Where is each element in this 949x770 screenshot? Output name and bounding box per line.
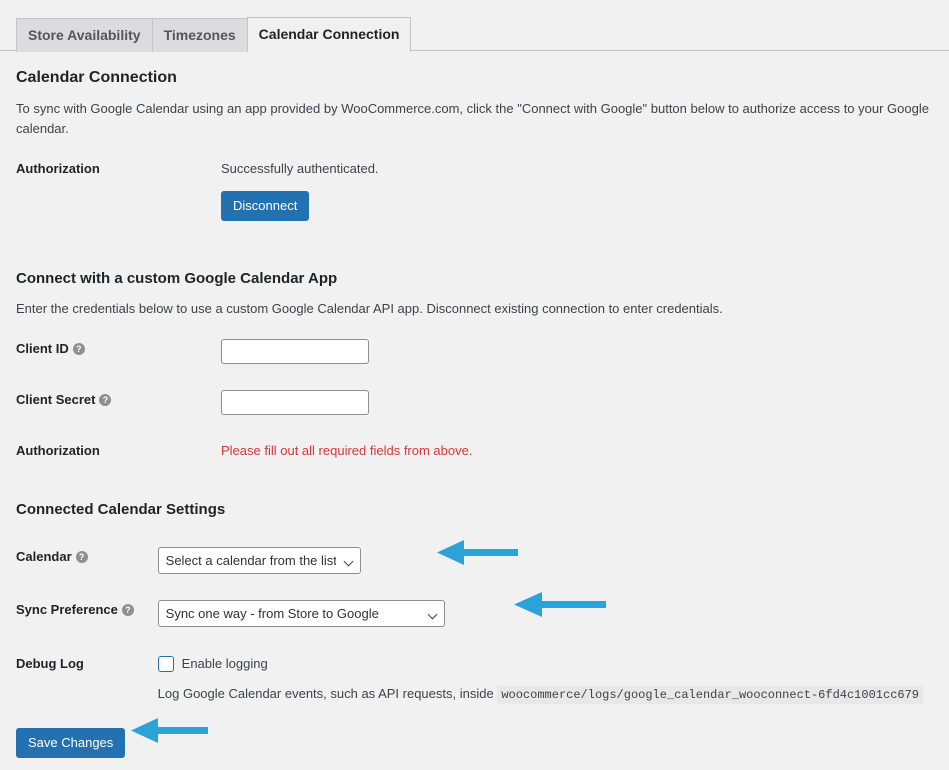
log-path-value: woocommerce/logs/google_calendar_wooconnect-6fd4c1001cc679 xyxy=(497,686,923,704)
log-path-line xyxy=(158,684,923,704)
tab-store-availability[interactable]: Store Availability xyxy=(16,18,153,52)
debug-log-cell xyxy=(158,640,933,710)
calendar-cell xyxy=(158,534,933,587)
tab-timezones[interactable]: Timezones xyxy=(152,18,248,52)
client-id-input[interactable] xyxy=(221,339,369,364)
calendar-connection-heading: Calendar Connection xyxy=(16,69,177,86)
client-id-label xyxy=(16,326,221,377)
sync-preference-row xyxy=(16,587,933,640)
sync-select-wrapper xyxy=(158,600,445,627)
settings-content xyxy=(0,67,949,710)
debug-log-label: Debug Log xyxy=(16,656,84,672)
sync-preference-label-text: Sync Preference xyxy=(16,602,118,618)
client-secret-input[interactable] xyxy=(221,390,369,415)
authorization-cell xyxy=(221,146,933,234)
calendar-row xyxy=(16,534,933,587)
client-secret-row xyxy=(16,377,933,428)
client-secret-label xyxy=(16,377,221,428)
help-icon[interactable]: ? xyxy=(76,551,88,563)
client-secret-label-text: Client Secret xyxy=(16,392,96,408)
custom-app-form xyxy=(16,326,933,475)
authorization-status: Successfully authenticated. xyxy=(221,161,379,177)
settings-tab-bar xyxy=(0,17,949,51)
custom-authorization-label: Authorization xyxy=(16,443,100,459)
disconnect-button[interactable]: Disconnect xyxy=(221,191,309,221)
help-icon[interactable]: ? xyxy=(99,394,111,406)
help-icon[interactable]: ? xyxy=(122,604,134,616)
sync-preference-label xyxy=(16,587,158,640)
save-row xyxy=(0,728,949,758)
enable-logging-checkbox[interactable] xyxy=(158,656,174,672)
client-secret-cell xyxy=(221,377,933,428)
sync-preference-cell xyxy=(158,587,933,640)
connected-settings-form xyxy=(16,534,933,710)
client-id-row xyxy=(16,326,933,377)
calendar-connection-form xyxy=(16,146,933,234)
custom-authorization-row xyxy=(16,428,933,475)
calendar-connection-description: To sync with Google Calendar using an app provided by WooCommerce.com, click the "Connect with Google" button below to authorize access to your Google calendar. xyxy=(16,101,929,136)
client-id-label-text: Client ID xyxy=(16,341,69,357)
custom-app-heading: Connect with a custom Google Calendar App xyxy=(16,269,338,287)
enable-logging-control[interactable] xyxy=(158,654,923,674)
tab-calendar-connection[interactable]: Calendar Connection xyxy=(247,17,412,52)
calendar-label xyxy=(16,534,158,587)
client-id-cell xyxy=(221,326,933,377)
authorization-error-message: Please fill out all required fields from above. xyxy=(221,443,473,459)
authorization-label: Authorization xyxy=(16,161,100,177)
debug-log-row xyxy=(16,640,933,710)
calendar-label-text: Calendar xyxy=(16,549,72,565)
enable-logging-label[interactable]: Enable logging xyxy=(181,656,268,672)
help-icon[interactable]: ? xyxy=(73,343,85,355)
calendar-select[interactable] xyxy=(158,547,361,574)
calendar-select-wrapper xyxy=(158,547,361,574)
log-path-prefix: Log Google Calendar events, such as API requests, inside xyxy=(157,685,494,701)
connected-settings-heading: Connected Calendar Settings xyxy=(16,501,226,519)
custom-authorization-cell xyxy=(221,428,933,475)
custom-app-description: Enter the credentials below to use a custom Google Calendar API app. Disconnect existing connection to enter credentials. xyxy=(16,300,723,316)
authorization-row xyxy=(16,146,933,234)
save-changes-button[interactable]: Save Changes xyxy=(16,728,125,758)
sync-preference-select[interactable] xyxy=(158,600,445,627)
